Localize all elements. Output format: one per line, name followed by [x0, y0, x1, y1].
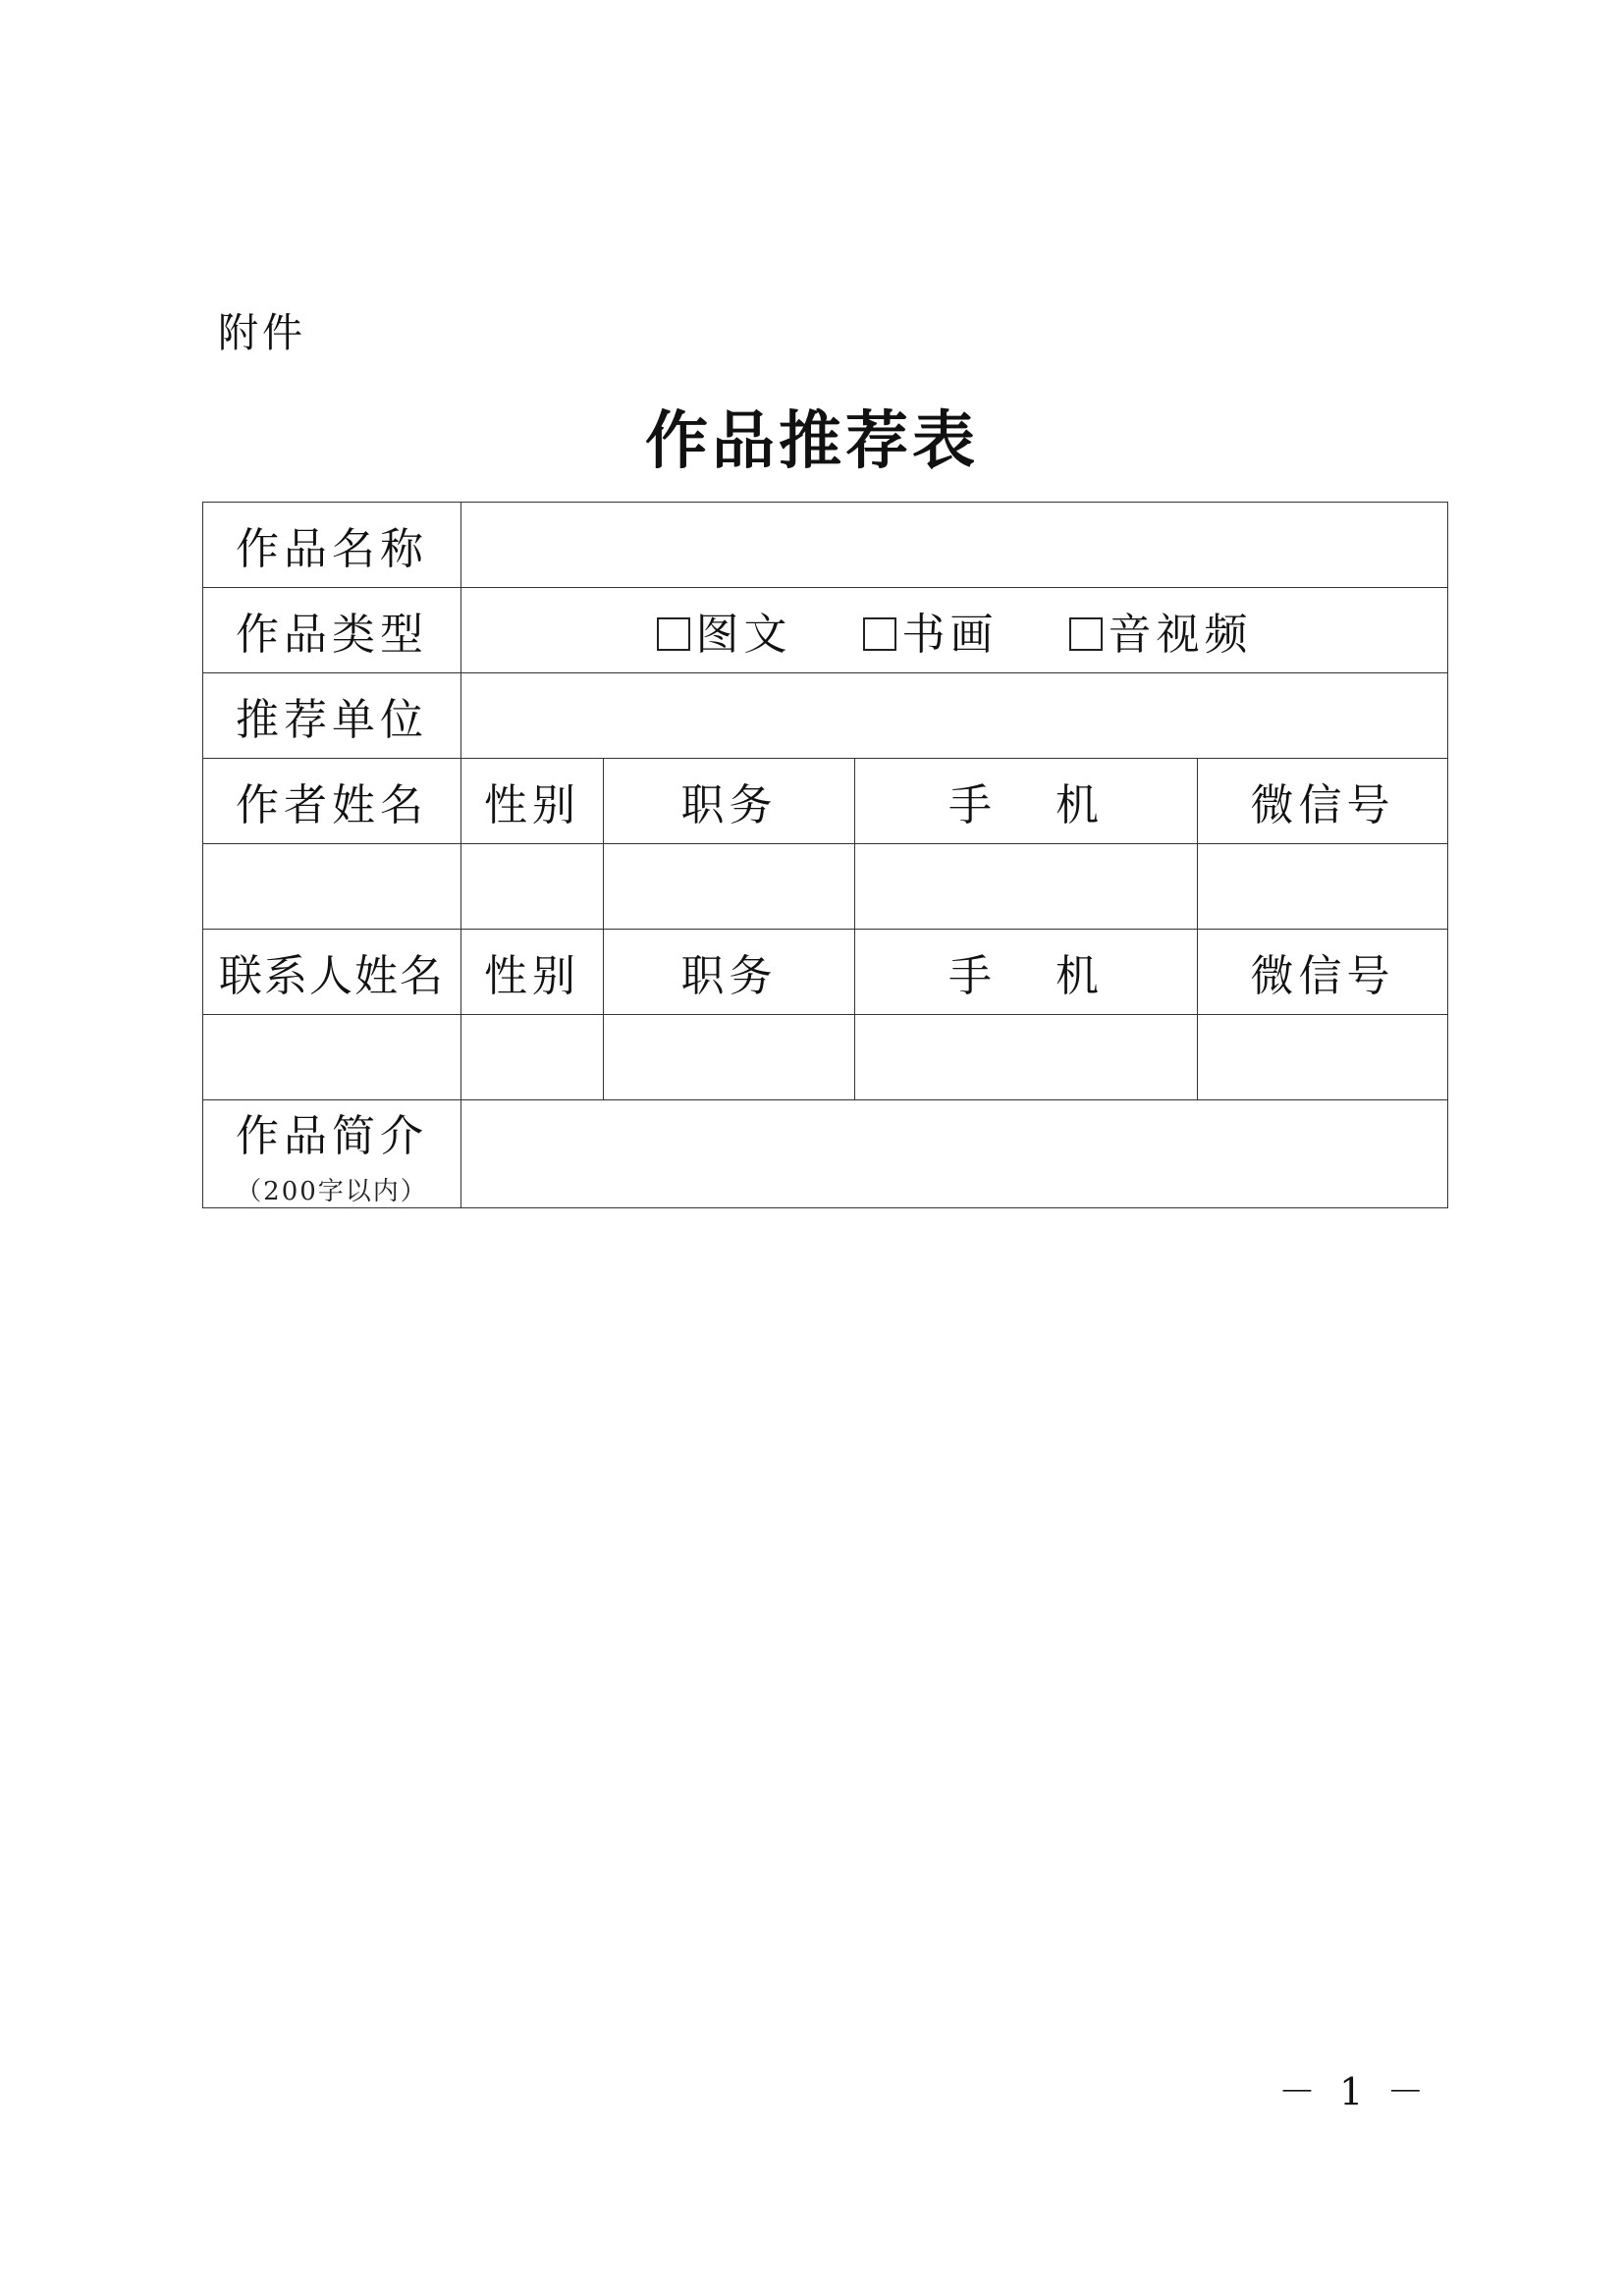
work-type-option-label: 音视频 [1108, 610, 1253, 660]
checkbox-icon[interactable] [1069, 617, 1103, 651]
recommender-row [203, 673, 1448, 759]
phone-label-part: 机 [1056, 780, 1104, 830]
author-position-label: 职务 [604, 759, 855, 844]
attachment-label: 附件 [218, 309, 306, 356]
work-type-option-label: 书画 [901, 610, 999, 660]
work-type-option-calligraphy[interactable] [863, 599, 999, 662]
author-header-row [203, 759, 1448, 844]
contact-wechat-field[interactable] [1198, 1015, 1448, 1100]
contact-name-label: 联系人姓名 [203, 930, 461, 1015]
author-input-row [203, 844, 1448, 930]
intro-label: 作品简介 [236, 1111, 428, 1161]
author-position-field[interactable] [604, 844, 855, 930]
phone-label-part: 手 [948, 951, 997, 1001]
contact-gender-field[interactable] [461, 1015, 604, 1100]
checkbox-icon[interactable] [863, 617, 896, 651]
recommender-field[interactable] [461, 673, 1448, 759]
author-name-label: 作者姓名 [203, 759, 461, 844]
author-name-field[interactable] [203, 844, 461, 930]
recommender-label: 推荐单位 [203, 673, 461, 759]
contact-input-row [203, 1015, 1448, 1100]
contact-wechat-label: 微信号 [1198, 930, 1448, 1015]
page-title: 作品推荐表 [645, 404, 979, 478]
work-type-option-text-image[interactable] [657, 599, 792, 662]
recommendation-form-table [202, 502, 1448, 1208]
intro-note: （200字以内） [236, 1177, 428, 1206]
work-name-label: 作品名称 [203, 503, 461, 588]
contact-name-field[interactable] [203, 1015, 461, 1100]
author-phone-field[interactable] [855, 844, 1198, 930]
phone-label-part: 手 [948, 780, 997, 830]
intro-row [203, 1100, 1448, 1208]
author-phone-label [855, 759, 1198, 844]
contact-position-label: 职务 [604, 930, 855, 1015]
author-gender-label: 性别 [461, 759, 604, 844]
contact-position-field[interactable] [604, 1015, 855, 1100]
work-type-options [461, 588, 1448, 673]
work-type-option-audio-video[interactable] [1069, 599, 1253, 662]
author-wechat-field[interactable] [1198, 844, 1448, 930]
author-wechat-label: 微信号 [1198, 759, 1448, 844]
contact-phone-label [855, 930, 1198, 1015]
work-name-row [203, 503, 1448, 588]
intro-field[interactable] [461, 1100, 1448, 1208]
checkbox-icon[interactable] [657, 617, 690, 651]
author-gender-field[interactable] [461, 844, 604, 930]
intro-label-cell [203, 1100, 461, 1208]
work-name-field[interactable] [461, 503, 1448, 588]
work-type-option-label: 图文 [695, 610, 792, 660]
phone-label-part: 机 [1056, 951, 1104, 1001]
work-type-row [203, 588, 1448, 673]
contact-phone-field[interactable] [855, 1015, 1198, 1100]
contact-header-row [203, 930, 1448, 1015]
work-type-label: 作品类型 [203, 588, 461, 673]
page-number: － 1 － [1278, 2070, 1431, 2113]
contact-gender-label: 性别 [461, 930, 604, 1015]
